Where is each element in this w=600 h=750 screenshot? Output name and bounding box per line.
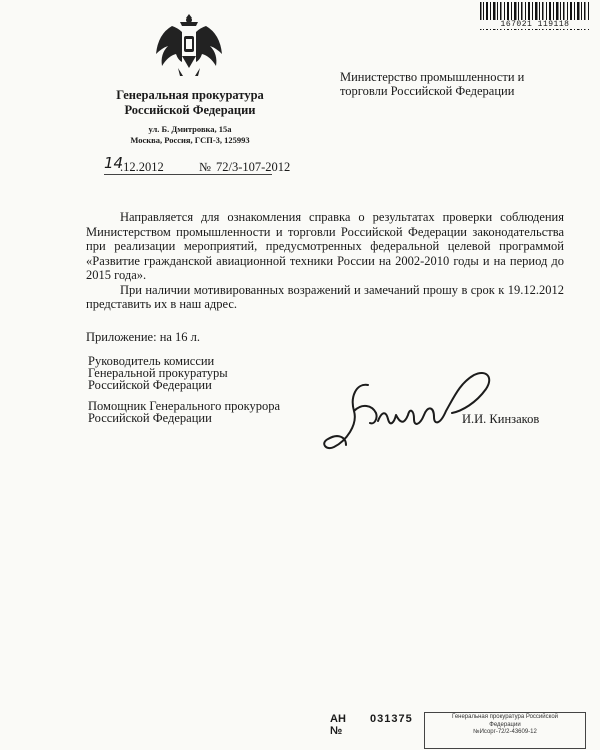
signer-name: И.И. Кинзаков <box>462 412 540 426</box>
reference-date: .12.2012 <box>120 160 164 174</box>
barcode-number: 167021 119118 <box>478 20 592 29</box>
stamp-line-3: №Исорг-72/2-43609-12 <box>473 729 537 735</box>
reference-number: 72/3-107-2012 <box>216 160 291 174</box>
serial-value: 031375 <box>370 713 413 725</box>
address-line-1: ул. Б. Дмитровка, 15а <box>148 124 232 134</box>
org-line-2: Российской Федерации <box>124 103 256 117</box>
sender-address <box>100 124 280 146</box>
handwritten-day: 14 <box>104 154 124 172</box>
letter-body <box>86 210 564 312</box>
reference-underline <box>104 174 272 175</box>
title1-line-3: Российской Федерации <box>88 378 212 392</box>
title2-line-1: Помощник Генерального прокурора <box>88 399 281 413</box>
sender-organization <box>100 88 280 118</box>
title2-line-2: Российской Федерации <box>88 411 212 425</box>
recipient <box>340 70 580 98</box>
recipient-line-2: торговли Российской Федерации <box>340 84 515 98</box>
org-line-1: Генеральная прокуратура <box>116 88 264 102</box>
title1-line-1: Руководитель комиссии <box>88 354 215 368</box>
commission-head-title <box>88 355 338 391</box>
body-paragraph-1: Направляется для ознакомления справка о результатах проверки соблюдения Министерством промышленности и торговли Российской Федерации законодательства при реализации мероприятий, предусмотренных федеральной целевой программой «Развитие гражданской авиационной техники России на 2002-2010 годы и на период до 2015 года». <box>86 210 564 282</box>
title1-line-2: Генеральной прокуратуры <box>88 366 228 380</box>
address-line-2: Москва, Россия, ГСП-3, 125993 <box>130 135 250 145</box>
registration-stamp <box>424 712 586 749</box>
assistant-prosecutor-title <box>88 400 338 424</box>
handwritten-signature <box>316 363 506 458</box>
body-paragraph-2: При наличии мотивированных возражений и замечаний прошу в срок к 19.12.2012 представить их в наш адрес. <box>86 282 564 311</box>
coat-of-arms-emblem <box>148 6 230 88</box>
recipient-line-1: Министерство промышленности и <box>340 70 525 84</box>
reference-line <box>104 154 344 180</box>
stamp-line-1: Генеральная прокуратура Российской <box>451 714 559 720</box>
number-sign: № <box>199 160 211 174</box>
stamp-line-2: Федерации <box>489 721 521 728</box>
attachment-note: Приложение: на 16 л. <box>86 330 201 344</box>
serial-label: АН № <box>330 713 346 737</box>
